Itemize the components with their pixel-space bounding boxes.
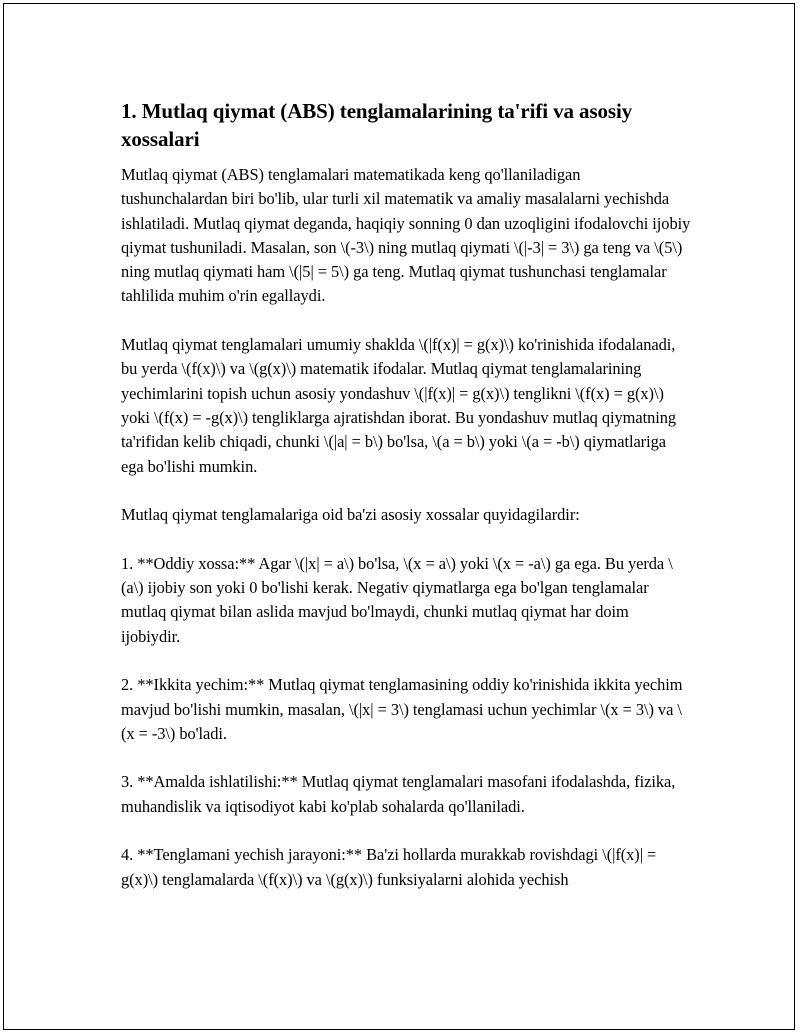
paragraph-properties-intro: Mutlaq qiymat tenglamalariga oid ba'zi asosiy xossalar quyidagilardir: xyxy=(121,505,580,525)
list-item-simple-property: 1. **Oddiy xossa:** Agar \(|x| = a\) bo'lsa, \(x = a\) yoki \(x = -a\) ga ega. Bu yerda \(a\) ijobiy son yoki 0 bo'lishi kerak. Negativ qiymatlarga ega bo'lgan tenglamalar mutlaq qiymat bilan aslida mavjud bo'lmaydi, chunki mutlaq qiymat har doim ijobiydir. xyxy=(121,553,673,646)
list-item-two-solutions: 2. **Ikkita yechim:** Mutlaq qiymat tenglamasining oddiy ko'rinishida ikkita yechim mavjud bo'lishi mumkin, masalan, \(|x| = 3\) tenglamasi uchun yechimlar \(x = 3\) va \(x = -3\) bo'ladi. xyxy=(121,675,683,743)
document-page xyxy=(3,3,795,1030)
document-body xyxy=(121,97,691,916)
paragraph-definition: Mutlaq qiymat (ABS) tenglamalari matematikada keng qo'llaniladigan tushunchalardan biri bo'lib, ular turli xil matematik va amaliy masalalarni yechishda ishlatiladi. Mutlaq qiymat deganda, haqiqiy sonning 0 dan uzoqligini ifodalovchi ijobiy qiymat tushuniladi. Masalan, son \(-3\) ning mutlaq qiymati \(|-3| = 3\) ga teng va \(5\) ning mutlaq qiymati ham \(|5| = 5\) ga teng. Mutlaq qiymat tushunchasi tenglamalar tahlilida muhim o'rin egallaydi. xyxy=(121,165,691,306)
list-item-solving-process: 4. **Tenglamani yechish jarayoni:** Ba'zi hollarda murakkab rovishdagi \(|f(x)| = g(x)\) tenglamalarda \(f(x)\) va \(g(x)\) funksiyalarni alohida yechish xyxy=(121,845,657,889)
section-heading: 1. Mutlaq qiymat (ABS) tenglamalarining ta'rifi va asosiy xossalari xyxy=(121,99,633,151)
paragraph-general-form: Mutlaq qiymat tenglamalari umumiy shaklda \(|f(x)| = g(x)\) ko'rinishida ifodalanadi, bu yerda \(f(x)\) va \(g(x)\) matematik ifodalar. Mutlaq qiymat tenglamalarining yechimlarini topish uchun asosiy yondashuv \(|f(x)| = g(x)\) tenglikni \(f(x) = g(x)\) yoki \(f(x) = -g(x)\) tengliklarga ajratishdan iborat. Bu yondashuv mutlaq qiymatning ta'rifidan kelib chiqadi, chunki \(|a| = b\) bo'lsa, \(a = b\) yoki \(a = -b\) qiymatlariga ega bo'lishi mumkin. xyxy=(121,335,677,476)
list-item-practical-use: 3. **Amalda ishlatilishi:** Mutlaq qiymat tenglamalari masofani ifodalashda, fizika, muhandislik va iqtisodiyot kabi ko'plab sohalarda qo'llaniladi. xyxy=(121,772,676,816)
